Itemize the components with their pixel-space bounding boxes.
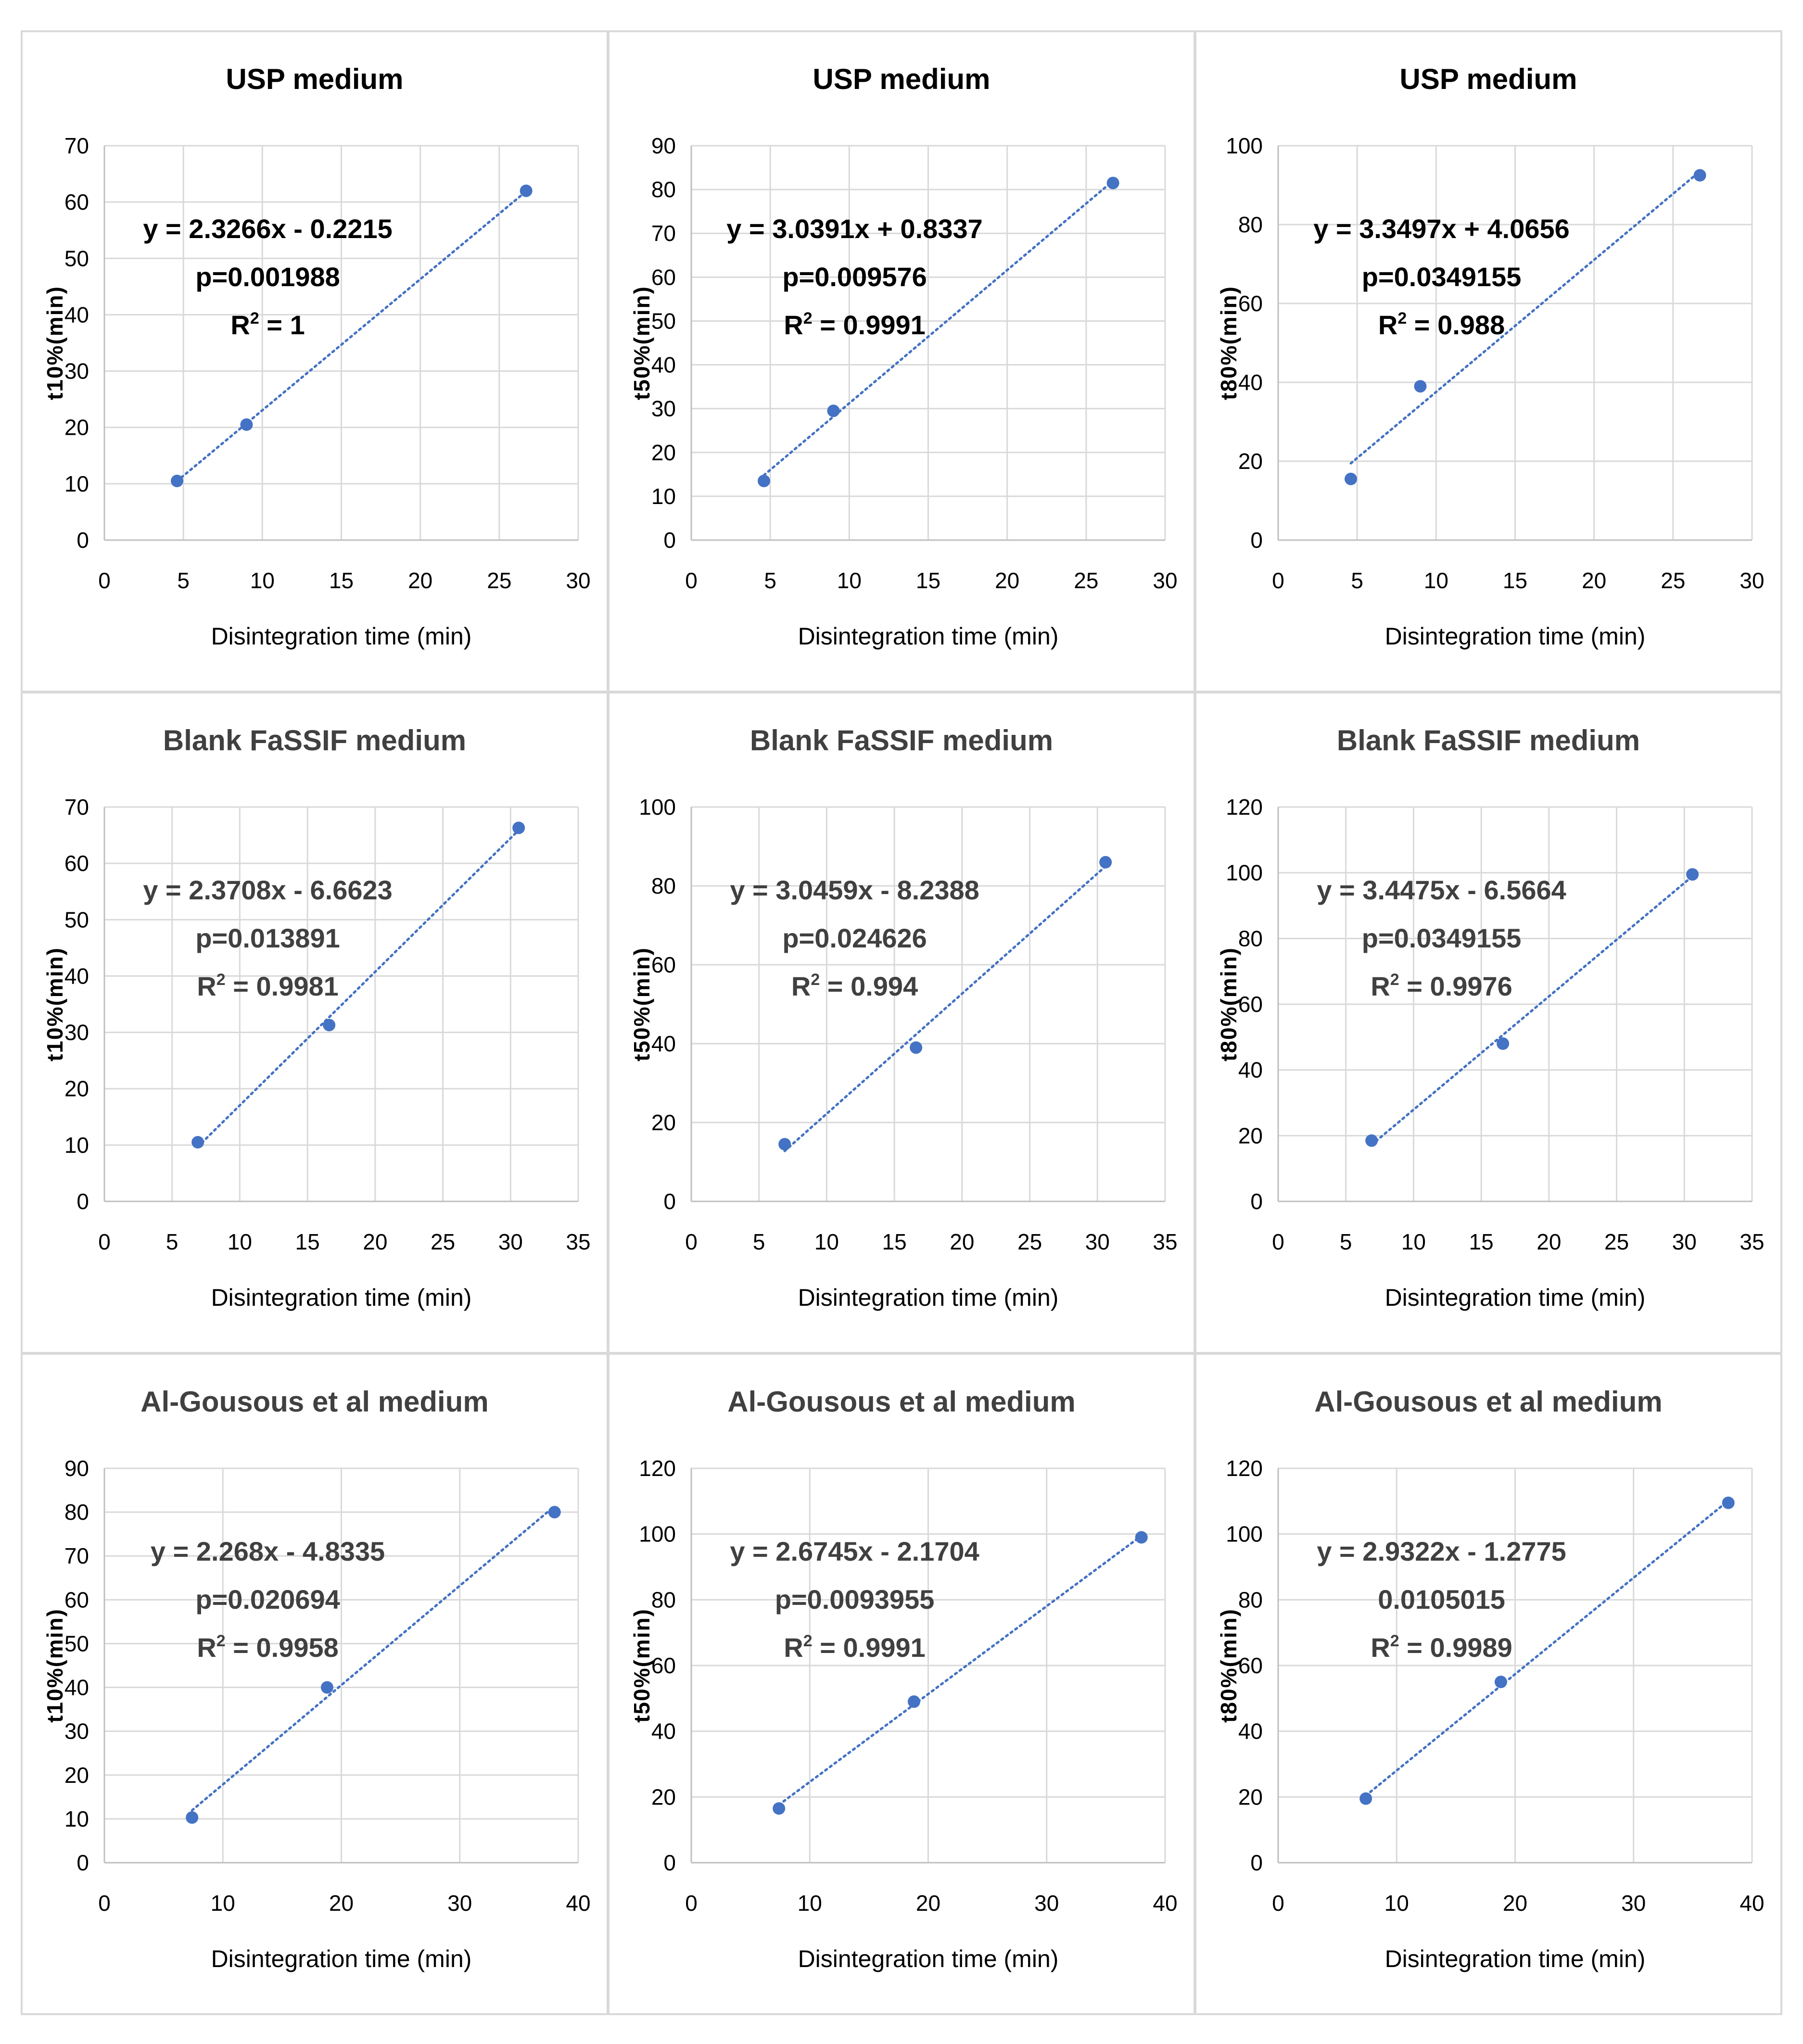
- trendline-annotation: y = 3.3497x + 4.0656: [1313, 214, 1570, 244]
- y-tick-label: 0: [76, 1850, 89, 1875]
- x-tick-label: 30: [1034, 1891, 1059, 1916]
- trendline-annotation: y = 2.6745x - 2.1704: [730, 1536, 979, 1566]
- y-tick-label: 40: [651, 1718, 676, 1744]
- y-tick-label: 30: [651, 396, 676, 421]
- x-tick-label: 30: [1153, 568, 1178, 593]
- y-tick-label: 60: [651, 952, 676, 977]
- y-tick-label: 90: [651, 133, 676, 158]
- y-axis-label: t50%(min): [629, 1608, 654, 1723]
- data-point: [548, 1506, 561, 1518]
- y-tick-label: 20: [64, 415, 89, 440]
- x-tick-label: 0: [685, 568, 698, 593]
- chart-panel-5: [609, 693, 1194, 1353]
- x-tick-label: 0: [1272, 1891, 1284, 1916]
- x-tick-label: 20: [329, 1891, 354, 1916]
- y-tick-label: 0: [663, 1189, 676, 1214]
- y-tick-label: 0: [1250, 1850, 1263, 1875]
- y-tick-label: 40: [651, 1031, 676, 1056]
- trendline-annotation: $R^2 = 0.9991$: [784, 309, 926, 340]
- y-tick-label: 40: [1238, 1718, 1263, 1744]
- data-point: [1107, 177, 1119, 189]
- trendline-annotation: 0.0105015: [1378, 1584, 1505, 1615]
- x-tick-label: 20: [408, 568, 433, 593]
- x-tick-label: 30: [498, 1229, 523, 1254]
- chart-panel-2: [609, 31, 1194, 692]
- y-tick-label: 0: [76, 528, 89, 553]
- x-tick-label: 10: [797, 1891, 822, 1916]
- data-point: [241, 418, 253, 431]
- trendline-annotation: y = 3.0459x - 8.2388: [730, 875, 979, 905]
- y-tick-label: 10: [64, 1806, 89, 1831]
- y-tick-label: 40: [64, 1675, 89, 1700]
- x-tick-label: 15: [295, 1229, 320, 1254]
- x-tick-label: 10: [210, 1891, 235, 1916]
- x-tick-label: 20: [1502, 1891, 1528, 1916]
- x-tick-label: 5: [1339, 1229, 1352, 1254]
- y-tick-label: 60: [651, 1653, 676, 1678]
- data-point: [1495, 1676, 1507, 1688]
- data-point: [1099, 856, 1112, 869]
- y-tick-label: 40: [64, 963, 89, 989]
- trendline-annotation: p=0.024626: [782, 923, 927, 953]
- trendline-annotation: $R^2 = 0.9958$: [197, 1632, 339, 1663]
- y-tick-label: 10: [64, 1132, 89, 1158]
- x-tick-label: 15: [882, 1229, 907, 1254]
- y-tick-label: 70: [651, 221, 676, 246]
- data-point: [910, 1041, 922, 1054]
- data-point: [520, 185, 533, 197]
- y-tick-label: 80: [1238, 212, 1263, 237]
- data-point: [1722, 1497, 1735, 1509]
- x-tick-label: 35: [566, 1229, 591, 1254]
- x-tick-label: 10: [227, 1229, 253, 1254]
- y-tick-label: 100: [1226, 133, 1263, 158]
- x-tick-label: 5: [764, 568, 776, 593]
- y-tick-label: 80: [651, 873, 676, 898]
- y-tick-label: 80: [64, 1500, 89, 1525]
- trendline-annotation: p=0.0349155: [1361, 262, 1522, 292]
- y-tick-label: 50: [64, 246, 89, 271]
- chart-title: Al-Gousous et al medium: [140, 1386, 489, 1418]
- y-tick-label: 0: [1250, 528, 1263, 553]
- y-tick-label: 20: [64, 1076, 89, 1101]
- trendline-annotation: y = 2.9322x - 1.2775: [1317, 1536, 1566, 1566]
- x-tick-label: 35: [1153, 1229, 1178, 1254]
- y-axis-label: t10%(min): [42, 947, 67, 1061]
- x-tick-label: 0: [685, 1229, 698, 1254]
- x-tick-label: 25: [1074, 568, 1099, 593]
- y-tick-label: 30: [64, 1718, 89, 1744]
- y-tick-label: 30: [64, 1020, 89, 1045]
- x-tick-label: 0: [98, 568, 111, 593]
- x-tick-label: 35: [1740, 1229, 1765, 1254]
- data-point: [773, 1802, 785, 1815]
- y-tick-label: 120: [1226, 1456, 1263, 1481]
- chart-title: Blank FaSSIF medium: [1336, 724, 1640, 757]
- data-point: [1694, 169, 1706, 182]
- trendline-annotation: $R^2 = 0.9981$: [197, 971, 339, 1001]
- y-tick-label: 80: [651, 177, 676, 202]
- y-tick-label: 100: [1226, 1521, 1263, 1547]
- y-tick-label: 100: [639, 1521, 676, 1547]
- trendline-annotation: $R^2 = 0.9989$: [1371, 1632, 1512, 1663]
- x-tick-label: 30: [1085, 1229, 1110, 1254]
- trendline-annotation: y = 3.4475x - 6.5664: [1317, 875, 1566, 905]
- y-tick-label: 20: [651, 1784, 676, 1810]
- chart-title: USP medium: [1399, 63, 1577, 95]
- x-tick-label: 0: [98, 1891, 111, 1916]
- x-tick-label: 15: [329, 568, 354, 593]
- y-tick-label: 60: [1238, 291, 1263, 316]
- x-axis-label: Disintegration time (min): [211, 1945, 472, 1972]
- y-tick-label: 120: [1226, 795, 1263, 820]
- y-tick-label: 0: [663, 1850, 676, 1875]
- y-tick-label: 60: [64, 189, 89, 215]
- data-point: [512, 821, 525, 834]
- y-axis-label: t80%(min): [1216, 947, 1241, 1061]
- trendline-annotation: $R^2 = 0.988$: [1378, 309, 1505, 340]
- data-point: [171, 475, 183, 487]
- data-point: [758, 475, 770, 487]
- y-tick-label: 20: [64, 1762, 89, 1788]
- data-point: [1414, 380, 1427, 392]
- chart-panel-7: [22, 1354, 608, 2014]
- chart-panel-9: [1195, 1354, 1781, 2014]
- trendline-annotation: y = 2.3266x - 0.2215: [143, 214, 393, 244]
- x-tick-label: 25: [1661, 568, 1686, 593]
- x-tick-label: 15: [915, 568, 941, 593]
- chart-title: Al-Gousous et al medium: [1314, 1386, 1663, 1418]
- y-tick-label: 40: [1238, 1057, 1263, 1083]
- y-tick-label: 100: [1226, 860, 1263, 885]
- x-tick-label: 25: [1604, 1229, 1629, 1254]
- y-tick-label: 20: [1238, 1784, 1263, 1810]
- chart-title: USP medium: [226, 63, 404, 95]
- trendline-annotation: $R^2 = 0.9976$: [1371, 971, 1512, 1001]
- x-tick-label: 10: [837, 568, 862, 593]
- y-tick-label: 60: [1238, 992, 1263, 1017]
- trendline-annotation: p=0.013891: [195, 923, 340, 953]
- x-tick-label: 25: [430, 1229, 456, 1254]
- x-axis-label: Disintegration time (min): [1384, 1284, 1646, 1311]
- trendline-annotation: p=0.009576: [782, 262, 927, 292]
- data-point: [1365, 1135, 1378, 1147]
- trendline-annotation: p=0.0349155: [1361, 923, 1522, 953]
- y-tick-label: 0: [1250, 1189, 1263, 1214]
- y-tick-label: 0: [76, 1189, 89, 1214]
- trendline-annotation: $R^2 = 0.9991$: [784, 1632, 926, 1663]
- data-point: [321, 1681, 333, 1694]
- x-tick-label: 40: [1740, 1891, 1765, 1916]
- chart-panel-8: [609, 1354, 1194, 2014]
- data-point: [1497, 1037, 1509, 1050]
- trendline-annotation: p=0.020694: [195, 1584, 340, 1615]
- y-tick-label: 30: [64, 358, 89, 384]
- chart-panel-3: [1195, 31, 1781, 692]
- x-tick-label: 40: [566, 1891, 591, 1916]
- x-tick-label: 30: [1621, 1891, 1646, 1916]
- y-tick-label: 90: [64, 1456, 89, 1481]
- x-tick-label: 40: [1153, 1891, 1178, 1916]
- y-tick-label: 20: [651, 440, 676, 465]
- trendline-annotation: p=0.001988: [195, 262, 340, 292]
- data-point: [1135, 1531, 1148, 1544]
- trendline-annotation: y = 2.268x - 4.8335: [150, 1536, 385, 1566]
- y-tick-label: 50: [64, 907, 89, 933]
- y-tick-label: 10: [64, 471, 89, 496]
- y-tick-label: 40: [651, 352, 676, 378]
- x-tick-label: 5: [752, 1229, 765, 1254]
- y-tick-label: 50: [651, 308, 676, 334]
- x-axis-label: Disintegration time (min): [798, 1284, 1059, 1311]
- y-tick-label: 70: [64, 133, 89, 158]
- y-tick-label: 70: [64, 795, 89, 820]
- x-tick-label: 0: [1272, 568, 1284, 593]
- y-tick-label: 40: [64, 302, 89, 328]
- x-tick-label: 10: [1423, 568, 1448, 593]
- x-tick-label: 10: [1401, 1229, 1426, 1254]
- y-tick-label: 40: [1238, 370, 1263, 395]
- y-axis-label: t10%(min): [42, 1608, 67, 1723]
- y-tick-label: 80: [651, 1587, 676, 1613]
- data-point: [1686, 868, 1699, 881]
- y-axis-label: t80%(min): [1216, 1608, 1241, 1723]
- chart-panel-1: [22, 31, 608, 692]
- x-tick-label: 10: [814, 1229, 839, 1254]
- x-tick-label: 0: [1272, 1229, 1284, 1254]
- x-axis-label: Disintegration time (min): [1384, 623, 1646, 650]
- chart-title: Al-Gousous et al medium: [727, 1386, 1076, 1418]
- x-axis-label: Disintegration time (min): [211, 623, 472, 650]
- x-axis-label: Disintegration time (min): [1384, 1945, 1646, 1972]
- data-point: [1359, 1792, 1372, 1805]
- trendline-annotation: p=0.0093955: [775, 1584, 935, 1615]
- y-tick-label: 20: [1238, 1123, 1263, 1148]
- trendline-annotation: y = 2.3708x - 6.6623: [143, 875, 393, 905]
- x-tick-label: 5: [165, 1229, 178, 1254]
- x-tick-label: 5: [177, 568, 190, 593]
- data-point: [191, 1136, 204, 1148]
- x-axis-label: Disintegration time (min): [211, 1284, 472, 1311]
- trendline-annotation: $R^2 = 1$: [230, 309, 305, 340]
- x-tick-label: 20: [1536, 1229, 1562, 1254]
- data-point: [323, 1019, 335, 1031]
- x-tick-label: 5: [1351, 568, 1363, 593]
- x-tick-label: 10: [1384, 1891, 1409, 1916]
- trendline-annotation: $R^2 = 0.994$: [791, 971, 918, 1001]
- data-point: [1345, 473, 1357, 485]
- x-tick-label: 0: [685, 1891, 698, 1916]
- x-tick-label: 0: [98, 1229, 111, 1254]
- y-tick-label: 80: [1238, 926, 1263, 951]
- x-tick-label: 20: [995, 568, 1020, 593]
- y-tick-label: 100: [639, 795, 676, 820]
- x-tick-label: 30: [1672, 1229, 1697, 1254]
- x-tick-label: 25: [487, 568, 512, 593]
- y-tick-label: 60: [64, 1587, 89, 1613]
- x-tick-label: 20: [915, 1891, 941, 1916]
- x-tick-label: 20: [1582, 568, 1607, 593]
- x-tick-label: 15: [1469, 1229, 1494, 1254]
- y-tick-label: 80: [1238, 1587, 1263, 1613]
- y-axis-label: t80%(min): [1216, 286, 1241, 400]
- x-tick-label: 20: [950, 1229, 975, 1254]
- data-point: [186, 1811, 198, 1824]
- x-axis-label: Disintegration time (min): [798, 1945, 1059, 1972]
- data-point: [778, 1138, 791, 1150]
- x-tick-label: 15: [1502, 568, 1528, 593]
- chart-title: USP medium: [813, 63, 990, 95]
- y-tick-label: 60: [651, 265, 676, 290]
- y-tick-label: 70: [64, 1543, 89, 1569]
- y-tick-label: 60: [64, 851, 89, 876]
- y-tick-label: 60: [1238, 1653, 1263, 1678]
- y-axis-label: t50%(min): [629, 947, 654, 1061]
- y-tick-label: 10: [651, 483, 676, 509]
- x-tick-label: 10: [250, 568, 275, 593]
- y-axis-label: t10%(min): [42, 286, 67, 400]
- data-point: [908, 1695, 920, 1708]
- y-tick-label: 50: [64, 1631, 89, 1656]
- y-tick-label: 120: [639, 1456, 676, 1481]
- x-axis-label: Disintegration time (min): [798, 623, 1059, 650]
- chart-title: Blank FaSSIF medium: [749, 724, 1054, 757]
- x-tick-label: 30: [566, 568, 591, 593]
- chart-title: Blank FaSSIF medium: [163, 724, 467, 757]
- y-axis-label: t50%(min): [629, 286, 654, 400]
- y-tick-label: 20: [651, 1110, 676, 1135]
- trendline-annotation: y = 3.0391x + 0.8337: [726, 214, 983, 244]
- x-tick-label: 30: [1740, 568, 1765, 593]
- data-point: [827, 404, 840, 417]
- x-tick-label: 30: [447, 1891, 472, 1916]
- x-tick-label: 20: [363, 1229, 388, 1254]
- x-tick-label: 25: [1017, 1229, 1042, 1254]
- chart-panel-6: [1195, 693, 1781, 1353]
- y-tick-label: 20: [1238, 449, 1263, 474]
- chart-panel-4: [22, 693, 608, 1353]
- y-tick-label: 0: [663, 528, 676, 553]
